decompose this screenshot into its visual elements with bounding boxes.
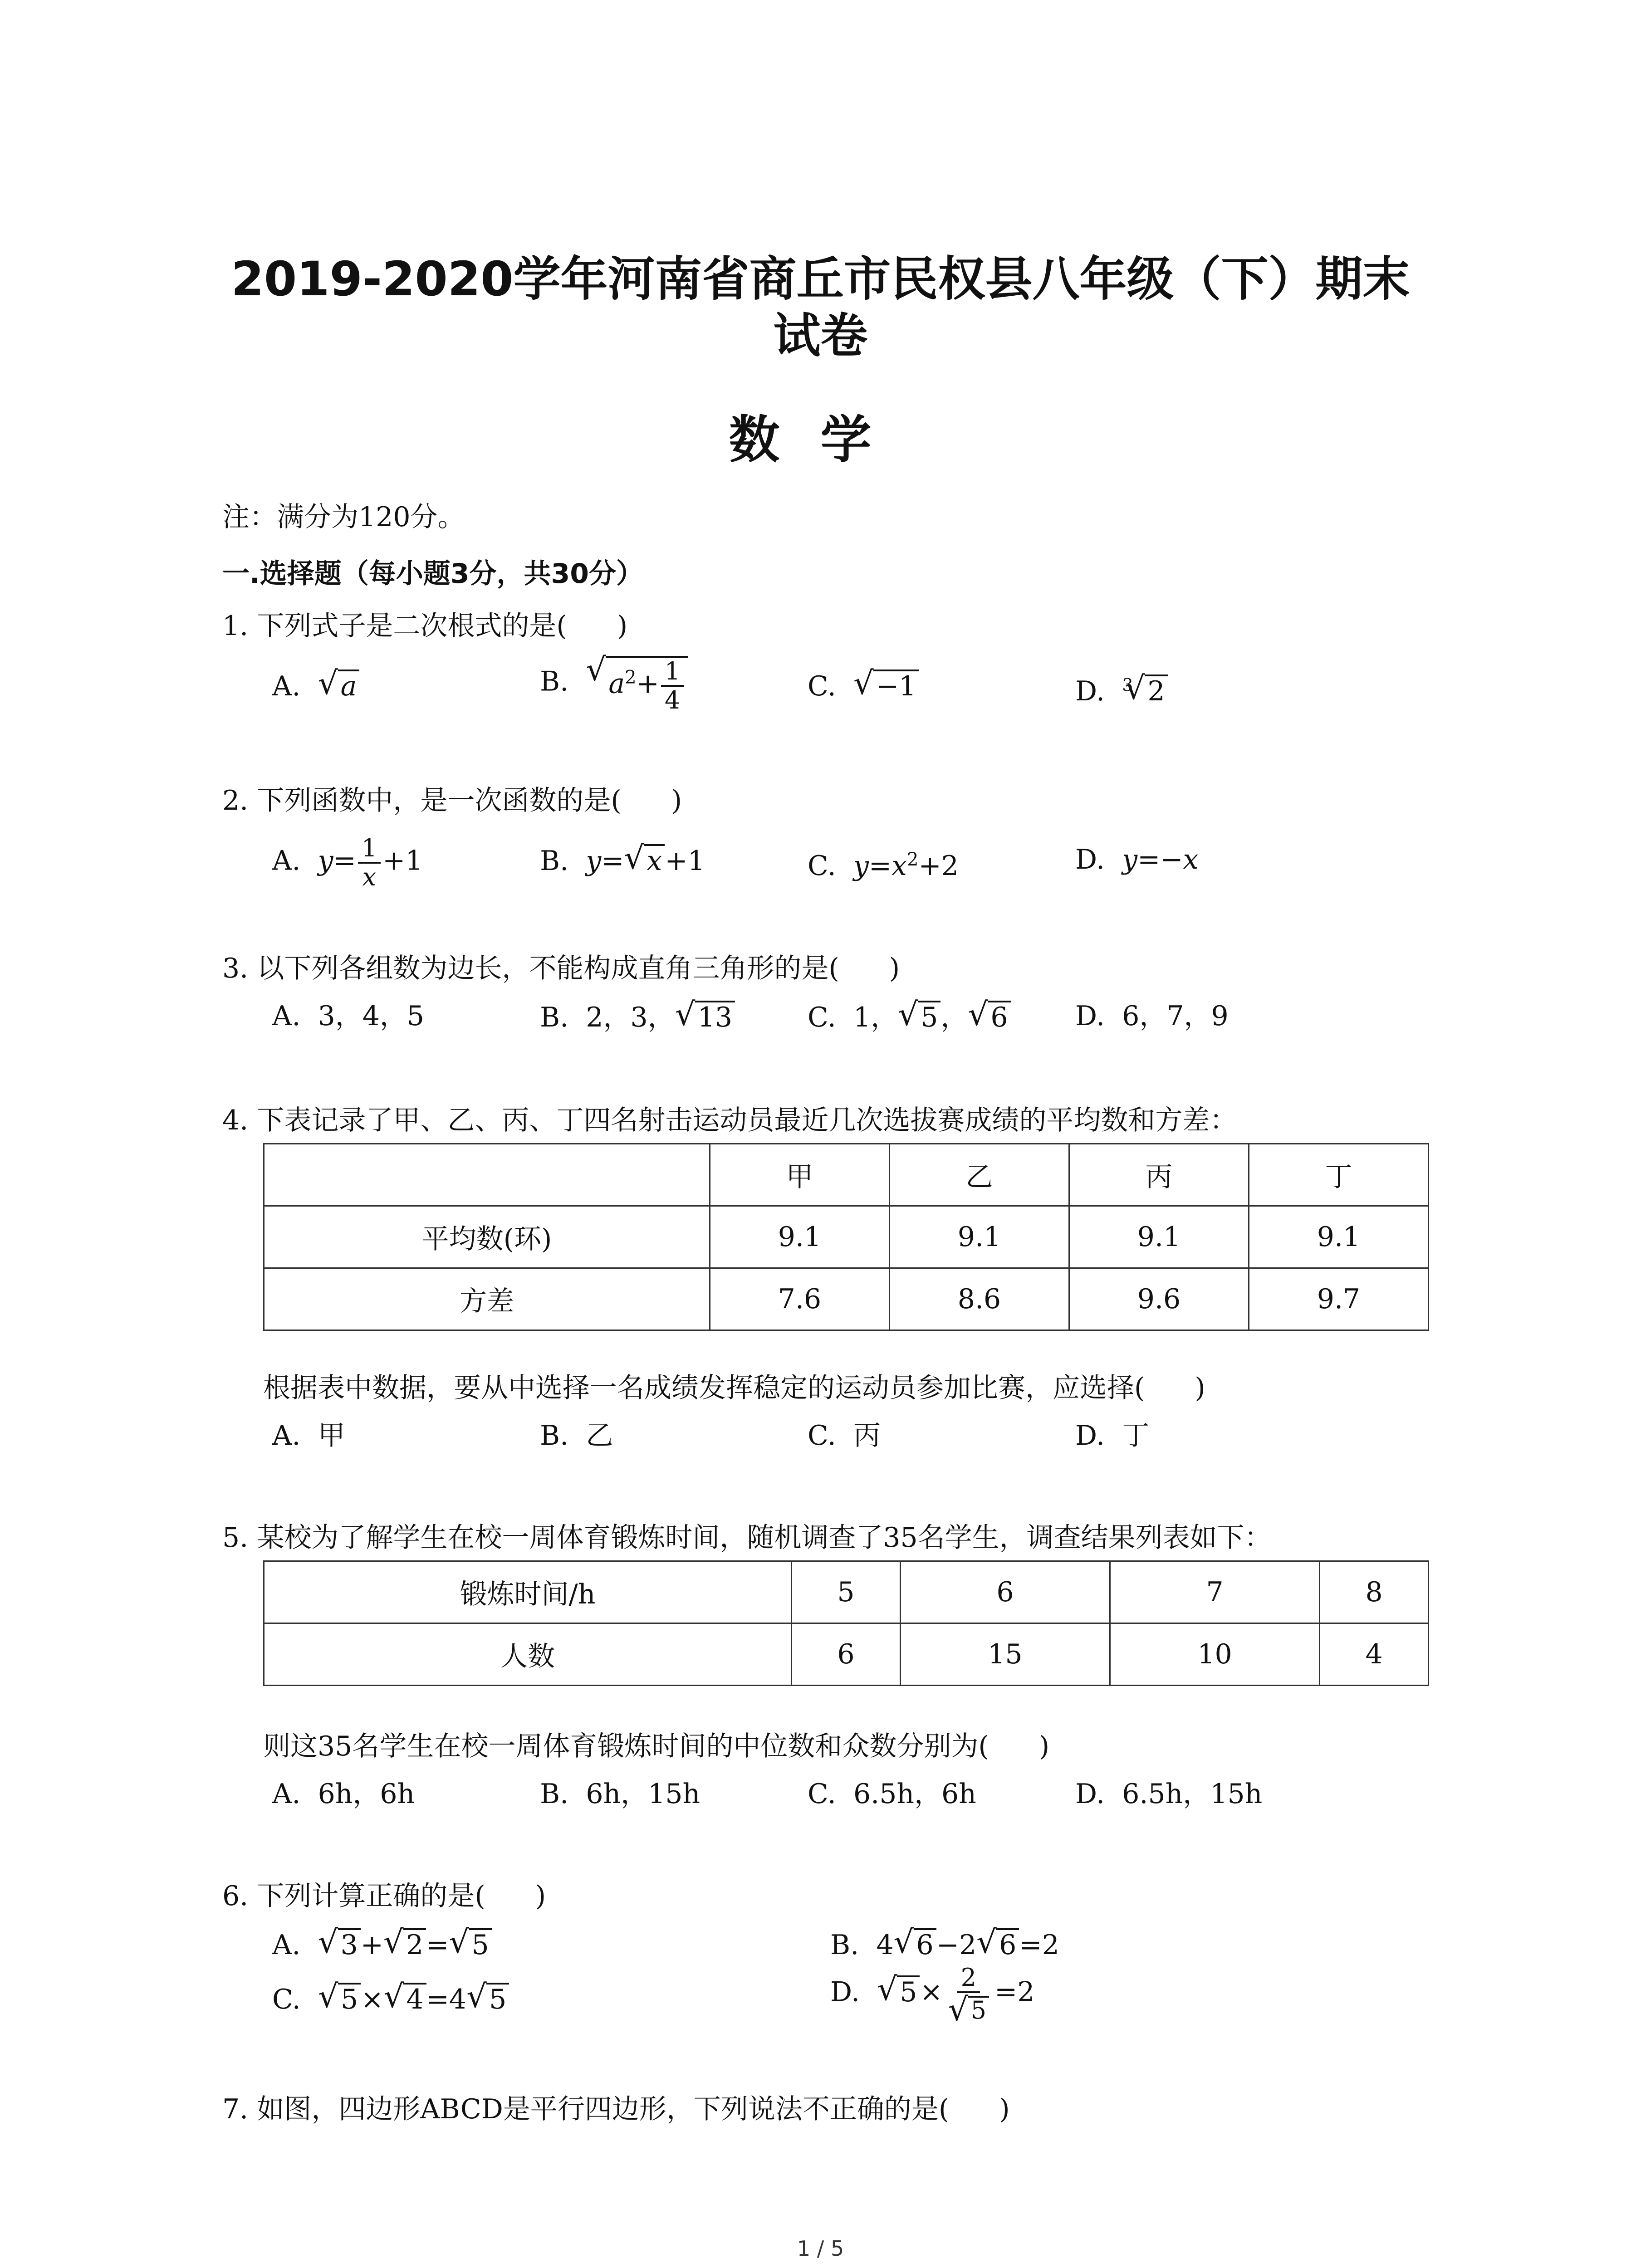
q1-option-b: B. √ $a^2+$ $\frac{1}{4}$ — [540, 653, 688, 714]
q3-option-a: A. 3，4，5 — [272, 1000, 425, 1032]
q2-option-a: A. y= $\frac{1}{x}$ +1 — [272, 834, 423, 891]
q4-option-c: C. 丙 — [808, 1420, 881, 1452]
exam-title-line1: 2019-2020学年河南省商丘市民权县八年级（下）期末 — [231, 251, 1410, 307]
q3-option-c: C. 1，√ 5 ，√ 6 — [808, 998, 1011, 1036]
q2-option-d: D. y=−x — [1075, 844, 1199, 875]
table-cell: 9.1 — [1249, 1206, 1429, 1268]
table-cell: 锻炼时间/h — [264, 1561, 792, 1623]
table-cell: 4 — [1320, 1623, 1429, 1686]
q6-option-c: C. √ 5 ×√ 4 =4√ 5 — [272, 1980, 509, 2018]
q5-option-d: D. 6.5h，15h — [1075, 1778, 1263, 1810]
table-cell: 6 — [792, 1623, 901, 1686]
table-cell: 9.7 — [1249, 1268, 1429, 1330]
table-cell: 6 — [900, 1561, 1110, 1623]
question-1-stem: 1. 下列式子是二次根式的是( ) — [222, 610, 628, 642]
table-cell: 5 — [792, 1561, 901, 1623]
q5-option-b: B. 6h，15h — [540, 1778, 700, 1810]
table-header-row — [264, 1144, 1429, 1206]
table-cell: 7 — [1110, 1561, 1319, 1623]
question-4-prompt: 根据表中数据，要从中选择一名成绩发挥稳定的运动员参加比赛，应选择( ) — [263, 1372, 1205, 1404]
table-cell: 平均数(环) — [264, 1206, 710, 1268]
question-5-stem: 5. 某校为了解学生在校一周体育锻炼时间，随机调查了35名学生，调查结果列表如下： — [222, 1522, 1272, 1554]
q6-option-b: B. 4√ 6 −2√ 6 =2 — [830, 1926, 1059, 1963]
q3-option-d: D. 6，7，9 — [1075, 1000, 1229, 1032]
q2-option-b: B. y=√ x +1 — [540, 841, 705, 879]
table-cell: 15 — [900, 1623, 1110, 1686]
q2-option-c: C. $y=x^2+2$ — [808, 849, 959, 882]
q1-option-a: A. √ a — [272, 667, 359, 704]
table-cell: 9.1 — [1069, 1206, 1249, 1268]
table-cell: 9.6 — [1069, 1268, 1249, 1330]
exam-title-line2: 试卷 — [773, 308, 868, 363]
table-row — [264, 1206, 1429, 1268]
question-6-stem: 6. 下列计算正确的是( ) — [222, 1880, 546, 1912]
q4-option-d: D. 丁 — [1075, 1420, 1150, 1452]
table-cell: 甲 — [710, 1144, 890, 1206]
table-cell: 9.1 — [890, 1206, 1069, 1268]
table-cell — [264, 1144, 710, 1206]
question-3-stem: 3. 以下列各组数为边长，不能构成直角三角形的是( ) — [222, 953, 900, 984]
table-cell: 7.6 — [710, 1268, 890, 1330]
table-cell: 8 — [1320, 1561, 1429, 1623]
table-row — [264, 1623, 1429, 1686]
q1-option-c: C. √ −1 — [808, 667, 919, 704]
q5-option-a: A. 6h，6h — [272, 1778, 415, 1810]
q3-option-b: B. 2，3，√ 13 — [540, 998, 735, 1036]
table-cell: 人数 — [264, 1623, 792, 1686]
q4-option-a: A. 甲 — [272, 1420, 345, 1452]
score-note: 注：满分为120分。 — [222, 501, 465, 533]
shooting-stats-table — [263, 1143, 1429, 1331]
q1-option-d: D. $^3$√ 2 — [1075, 667, 1168, 709]
q6-option-a: A. √ 3 +√ 2 =√ 5 — [272, 1926, 492, 1963]
table-cell: 8.6 — [890, 1268, 1069, 1330]
section-heading: 一.选择题（每小题3分，共30分） — [222, 558, 644, 590]
q6-option-d: D. √ 5 × 2 √ 5 =2 — [830, 1964, 1034, 2024]
question-2-stem: 2. 下列函数中，是一次函数的是( ) — [222, 785, 682, 816]
question-7-stem: 7. 如图，四边形ABCD是平行四边形，下列说法不正确的是( ) — [222, 2093, 1010, 2125]
page-number: 1 / 5 — [797, 2236, 844, 2261]
table-cell: 10 — [1110, 1623, 1319, 1686]
q4-option-b: B. 乙 — [540, 1420, 613, 1452]
table-cell: 9.1 — [710, 1206, 890, 1268]
table-cell: 丙 — [1069, 1144, 1249, 1206]
question-5-prompt: 则这35名学生在校一周体育锻炼时间的中位数和众数分别为( ) — [263, 1730, 1050, 1762]
table-cell: 乙 — [890, 1144, 1069, 1206]
table-row — [264, 1268, 1429, 1330]
table-cell: 方差 — [264, 1268, 710, 1330]
q5-option-c: C. 6.5h，6h — [808, 1778, 976, 1810]
question-4-stem: 4. 下表记录了甲、乙、丙、丁四名射击运动员最近几次选拔赛成绩的平均数和方差： — [222, 1105, 1237, 1136]
exercise-time-table — [263, 1560, 1429, 1686]
table-cell: 丁 — [1249, 1144, 1429, 1206]
subject-title: 数学 — [729, 411, 912, 469]
table-header-row — [264, 1561, 1429, 1623]
